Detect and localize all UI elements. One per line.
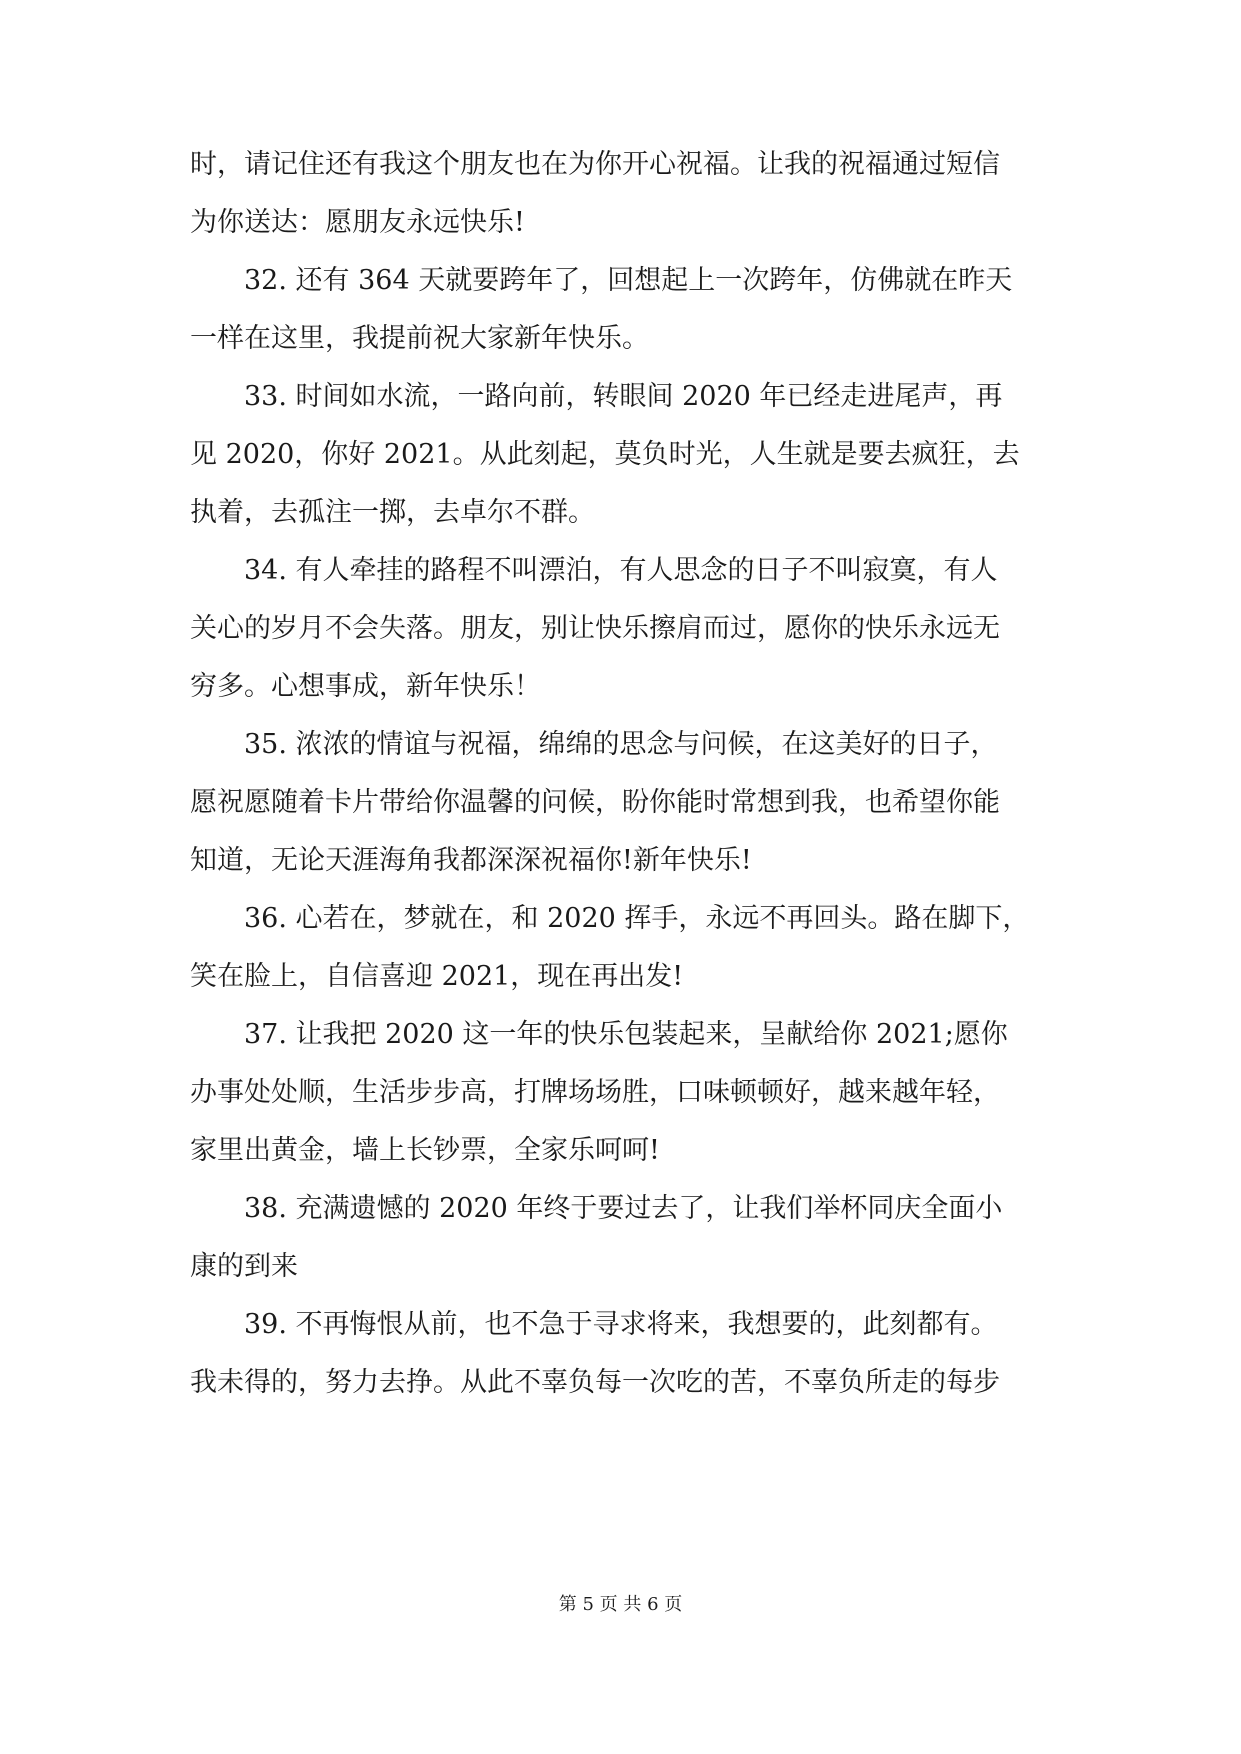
text-line: 见 2020，你好 2021。从此刻起，莫负时光，人生就是要去疯狂，去: [190, 439, 1020, 470]
page-number-footer: 第 5 页 共 6 页: [558, 1594, 683, 1615]
text-line: 穷多。心想事成，新年快乐！: [190, 671, 541, 702]
text-line: 执着，去孤注一掷，去卓尔不群。: [190, 497, 595, 528]
paragraph-37-start: 37. 让我把 2020 这一年的快乐包装起来，呈献给你 2021;愿你: [244, 1019, 1008, 1050]
paragraph-36-start: 36. 心若在，梦就在，和 2020 挥手，永远不再回头。路在脚下，: [244, 903, 1030, 934]
text-line: 时，请记住还有我这个朋友也在为你开心祝福。让我的祝福通过短信: [190, 149, 1000, 180]
paragraph-34-start: 34. 有人牵挂的路程不叫漂泊，有人思念的日子不叫寂寞，有人: [244, 555, 998, 586]
text-line: 办事处处顺，生活步步高，打牌场场胜，口味顿顿好，越来越年轻，: [190, 1077, 1000, 1108]
text-line: 康的到来: [190, 1251, 298, 1282]
text-line: 为你送达：愿朋友永远快乐!: [190, 207, 525, 238]
paragraph-39-start: 39. 不再悔恨从前，也不急于寻求将来，我想要的，此刻都有。: [244, 1309, 998, 1340]
text-line: 笑在脸上，自信喜迎 2021，现在再出发!: [190, 961, 684, 992]
text-line: 家里出黄金，墙上长钞票，全家乐呵呵!: [190, 1135, 660, 1166]
text-line: 关心的岁月不会失落。朋友，别让快乐擦肩而过，愿你的快乐永远无: [190, 613, 1000, 644]
paragraph-33-start: 33. 时间如水流，一路向前，转眼间 2020 年已经走进尾声，再: [244, 381, 1003, 412]
paragraph-35-start: 35. 浓浓的情谊与祝福，绵绵的思念与问候，在这美好的日子，: [244, 729, 998, 760]
paragraph-38-start: 38. 充满遗憾的 2020 年终于要过去了，让我们举杯同庆全面小: [244, 1193, 1003, 1224]
text-line: 知道，无论天涯海角我都深深祝福你!新年快乐!: [190, 845, 752, 876]
text-line: 我未得的，努力去挣。从此不辜负每一次吃的苦，不辜负所走的每步: [190, 1367, 1000, 1398]
paragraph-32-start: 32. 还有 364 天就要跨年了，回想起上一次跨年，仿佛就在昨天: [244, 265, 1013, 296]
text-line: 一样在这里，我提前祝大家新年快乐。: [190, 323, 649, 354]
text-line: 愿祝愿随着卡片带给你温馨的问候，盼你能时常想到我，也希望你能: [190, 787, 1000, 818]
